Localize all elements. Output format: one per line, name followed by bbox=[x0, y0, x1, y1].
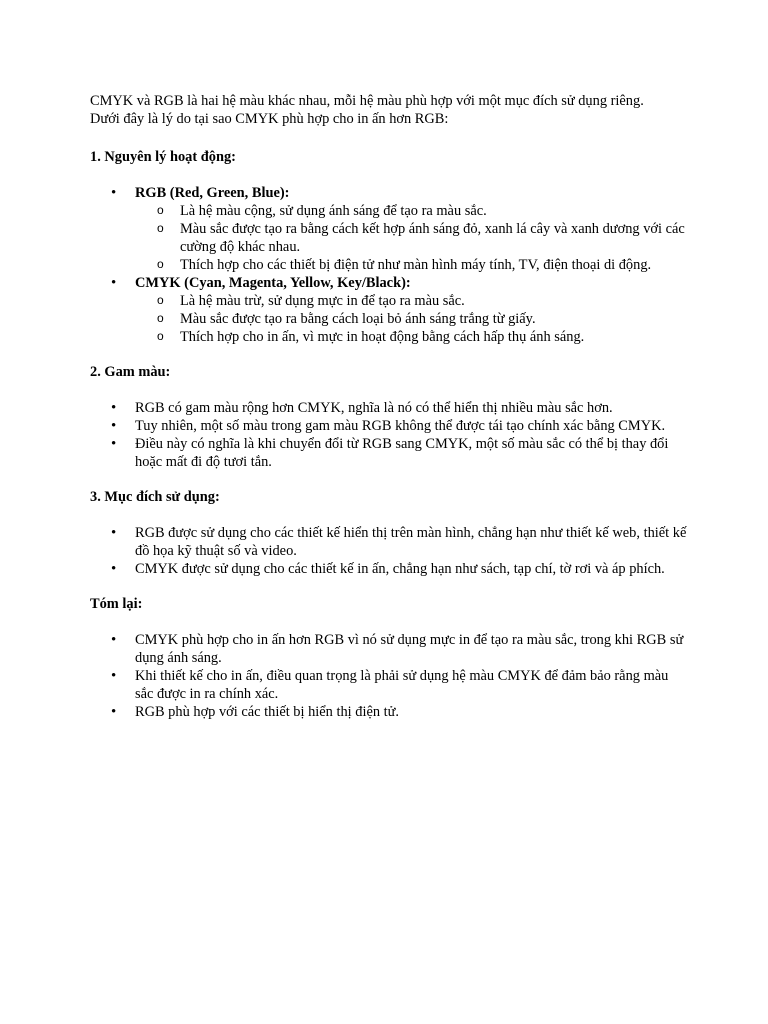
cmyk-sublist bbox=[135, 292, 690, 346]
sub-list-item: o Là hệ màu trừ, sử dụng mực in để tạo ra màu sắc. bbox=[135, 292, 690, 310]
list-item: • CMYK phù hợp cho in ấn hơn RGB vì nó sử dụng mực in để tạo ra màu sắc, trong khi RGB sử dụng ánh sáng. bbox=[90, 631, 690, 667]
section-3-list bbox=[90, 524, 690, 578]
sub-list-item: o Màu sắc được tạo ra bằng cách loại bỏ ánh sáng trắng từ giấy. bbox=[135, 310, 690, 328]
intro-line-2: Dưới đây là lý do tại sao CMYK phù hợp cho in ấn hơn RGB: bbox=[90, 111, 449, 127]
sub-list-item: o Thích hợp cho các thiết bị điện tử như màn hình máy tính, TV, điện thoại di động. bbox=[135, 256, 690, 274]
rgb-sublist bbox=[135, 202, 690, 274]
list-item: • RGB có gam màu rộng hơn CMYK, nghĩa là nó có thể hiển thị nhiều màu sắc hơn. bbox=[90, 399, 690, 417]
sub-list-item: o Thích hợp cho in ấn, vì mực in hoạt động bằng cách hấp thụ ánh sáng. bbox=[135, 328, 690, 346]
intro-paragraph bbox=[90, 92, 690, 128]
rgb-item-title: RGB (Red, Green, Blue): bbox=[135, 185, 290, 201]
section-3-heading: 3. Mục đích sử dụng: bbox=[90, 489, 220, 505]
list-item: • Khi thiết kế cho in ấn, điều quan trọng là phải sử dụng hệ màu CMYK để đảm bảo rằng màu sắc được in ra chính xác. bbox=[90, 667, 690, 703]
intro-line-1: CMYK và RGB là hai hệ màu khác nhau, mỗi hệ màu phù hợp với một mục đích sử dụng riêng. bbox=[90, 93, 644, 109]
sub-list-item: o Là hệ màu cộng, sử dụng ánh sáng để tạo ra màu sắc. bbox=[135, 202, 690, 220]
sub-list-item: o Màu sắc được tạo ra bằng cách kết hợp ánh sáng đỏ, xanh lá cây và xanh dương với các cường độ khác nhau. bbox=[135, 220, 690, 256]
list-item: • RGB phù hợp với các thiết bị hiển thị điện tử. bbox=[90, 703, 690, 721]
list-item: • Điều này có nghĩa là khi chuyển đổi từ RGB sang CMYK, một số màu sắc có thể bị thay đổi hoặc mất đi độ tươi tắn. bbox=[90, 435, 690, 471]
summary-list bbox=[90, 631, 690, 721]
section-1-heading: 1. Nguyên lý hoạt động: bbox=[90, 149, 236, 165]
summary-heading: Tóm lại: bbox=[90, 596, 143, 612]
section-2-heading: 2. Gam màu: bbox=[90, 364, 171, 380]
list-item: • Tuy nhiên, một số màu trong gam màu RGB không thể được tái tạo chính xác bằng CMYK. bbox=[90, 417, 690, 435]
section-1-list bbox=[90, 184, 690, 346]
list-item: • RGB được sử dụng cho các thiết kế hiển thị trên màn hình, chẳng hạn như thiết kế web, thiết kế đồ họa kỹ thuật số và video. bbox=[90, 524, 690, 560]
list-item bbox=[90, 274, 690, 346]
document-page bbox=[90, 92, 690, 738]
list-item: • CMYK được sử dụng cho các thiết kế in ấn, chẳng hạn như sách, tạp chí, tờ rơi và áp phích. bbox=[90, 560, 690, 578]
cmyk-item-title: CMYK (Cyan, Magenta, Yellow, Key/Black): bbox=[135, 275, 411, 291]
list-item bbox=[90, 184, 690, 274]
section-2-list bbox=[90, 399, 690, 471]
